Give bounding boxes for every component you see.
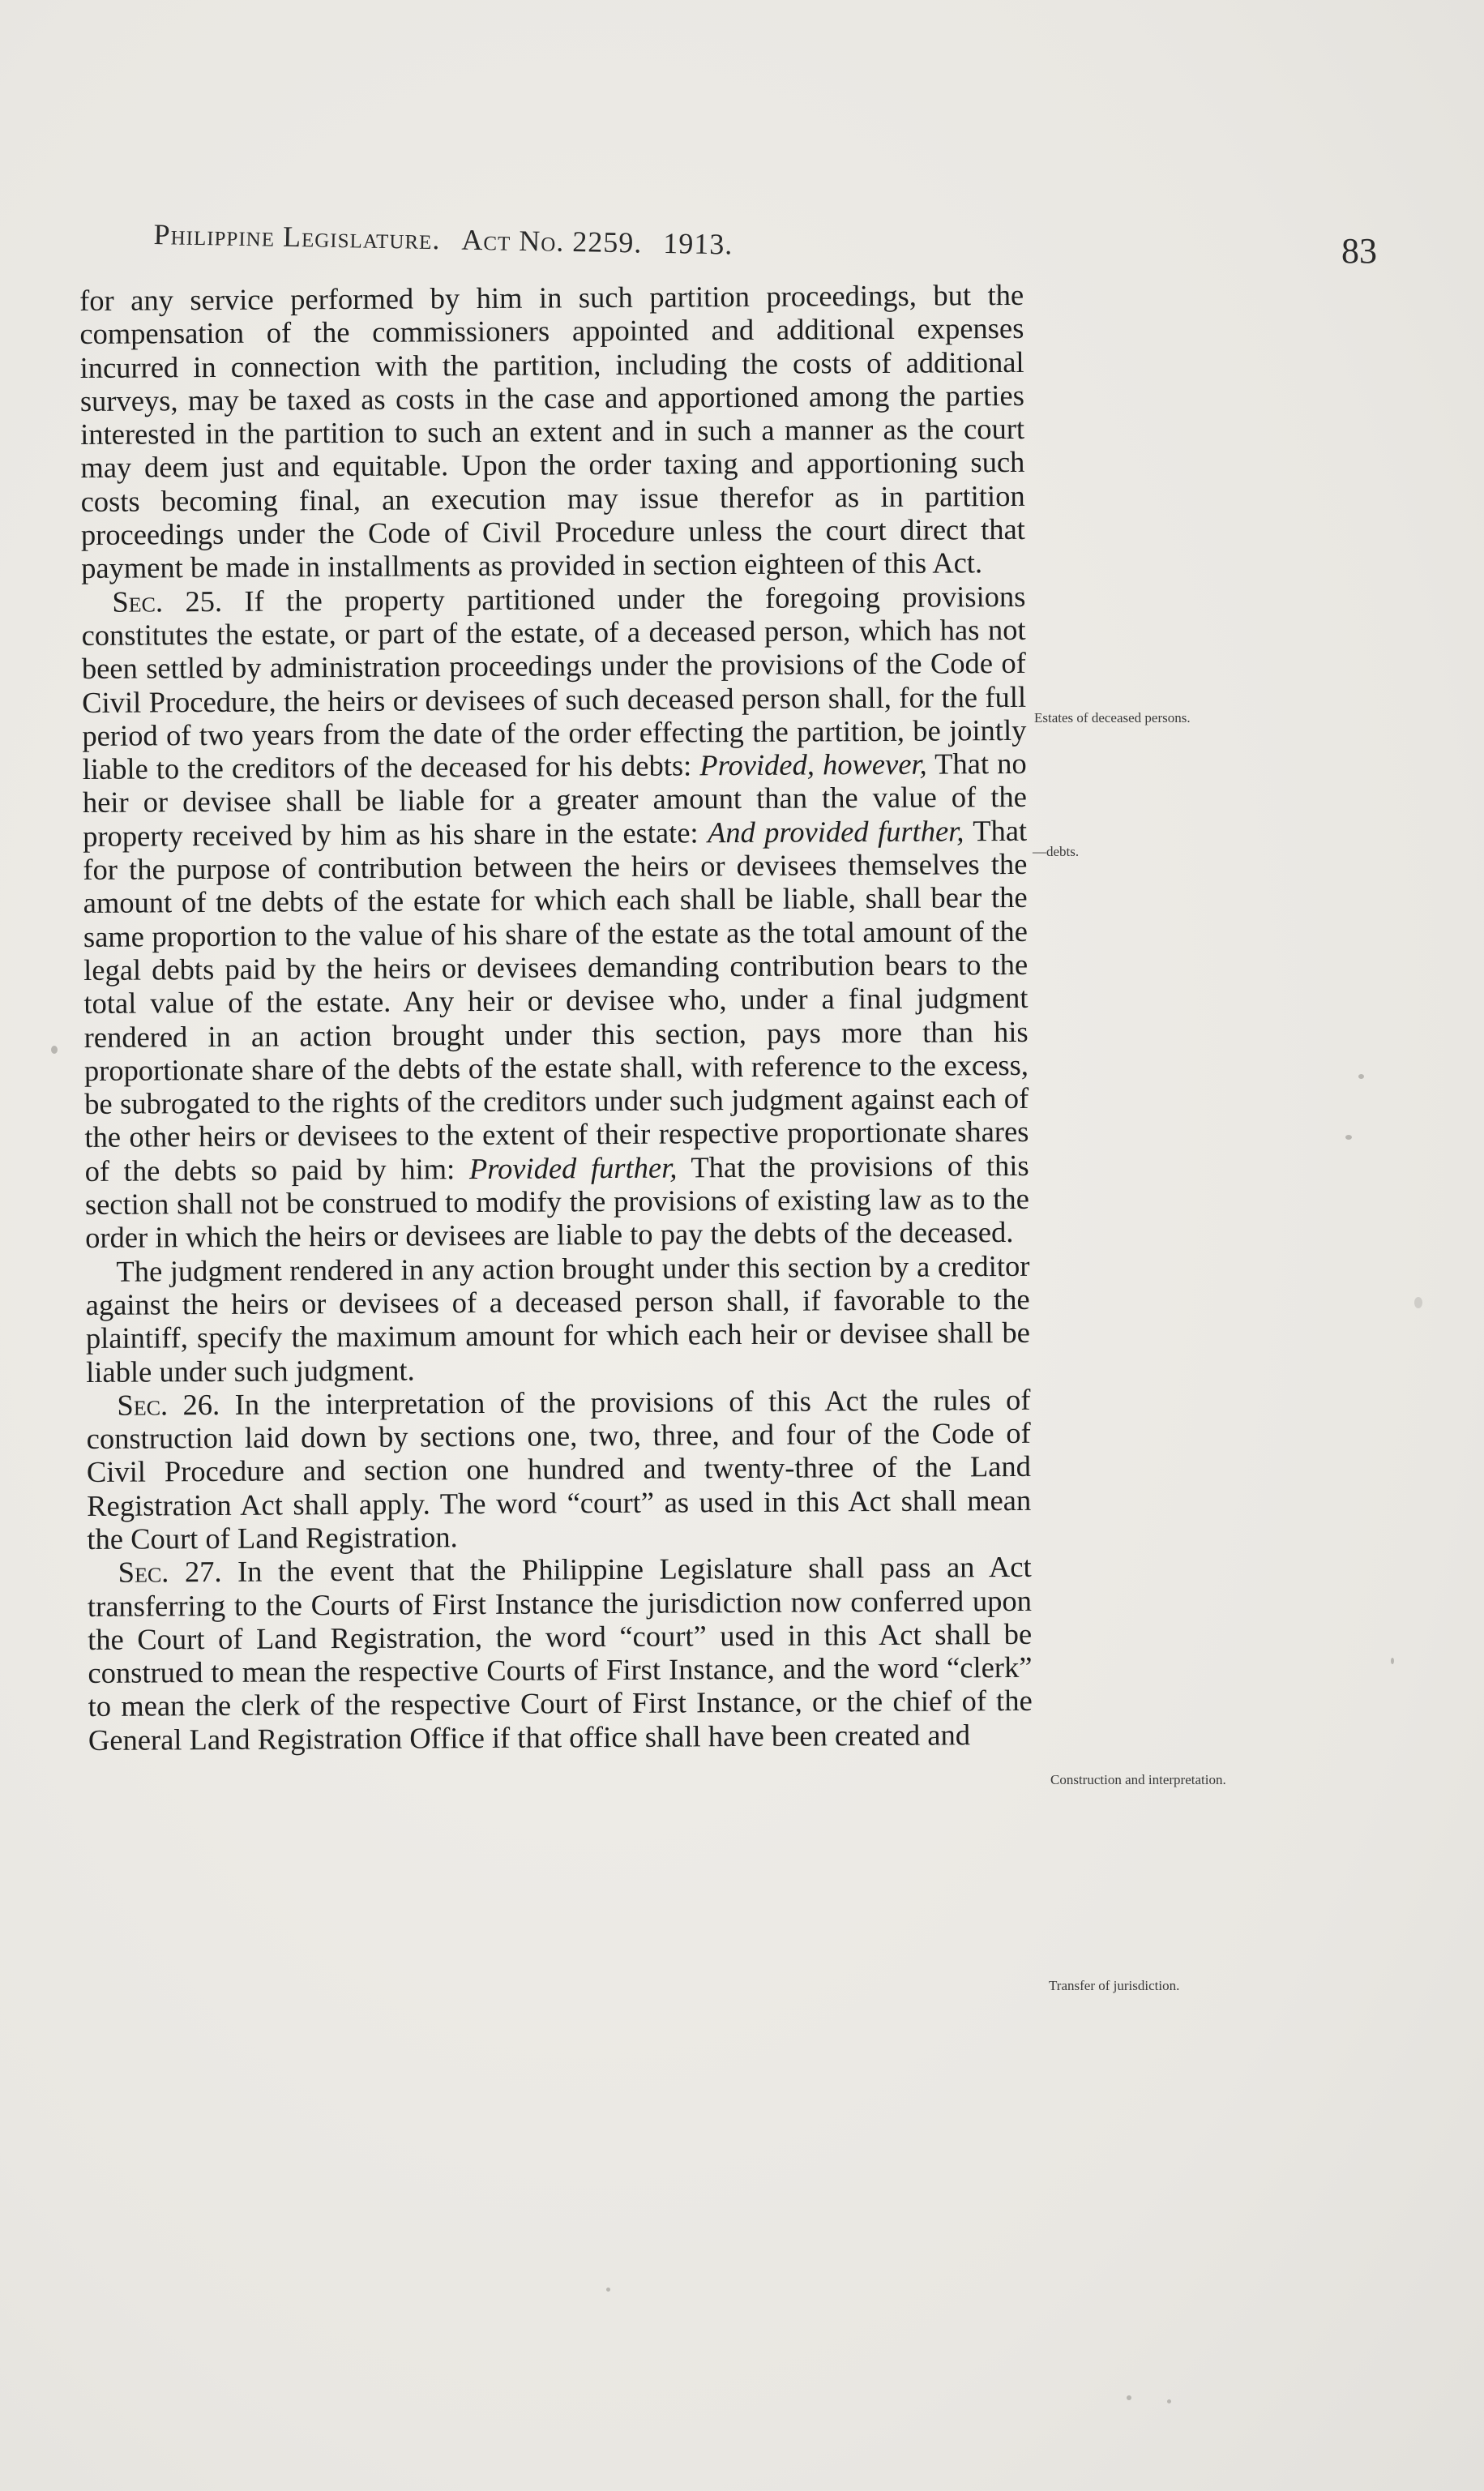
section-label: Sec.	[112, 584, 164, 618]
body-text	[79, 278, 1033, 1757]
scan-speck	[1345, 1135, 1352, 1140]
side-note-transfer: Transfer of jurisdiction.	[1049, 1978, 1180, 1993]
section-paragraph	[81, 580, 1029, 1255]
scan-speck	[51, 1046, 58, 1054]
section-paragraph	[86, 1383, 1031, 1556]
header-title: Philippine Legislature.	[153, 217, 441, 256]
paragraph-text: 26. In the interpretation of the provisions of this Act the rules of construction laid down by sections one, two, three, and four of the Code of Civil Procedure and section one hundred and twenty-three of the Land Registration Act shall apply. The word “court” as used in this Act shall mean the Court of Land Registration.	[86, 1382, 1032, 1556]
header-year: 1913.	[663, 226, 733, 261]
scan-speck	[606, 2288, 610, 2292]
header-act: Act No. 2259.	[461, 223, 643, 259]
paragraph-text: The judgment rendered in any action brought under this section by a creditor against the heirs or devisees of a deceased person shall, if favorable to the plaintiff, specify the maximum amount for which each heir or devisee shall be liable under such judgment.	[85, 1248, 1031, 1389]
paragraph-text: for any service performed by him in such partition proceedings, but the compensation of the commissioners appointed and additional expenses incurred in connection with the partition, including the costs of additional surveys, may be taxed as costs in the case and apportioned among the parties interested in the partition to such an extent and in such a manner as the court may deem just and equitable. Upon the order taxing and apportioning such costs becoming final, an execution may issue therefor as in partition proceedings under the Code of Civil Procedure unless the court direct that payment be made in installments as provided in section eighteen of this Act.	[79, 277, 1025, 585]
proviso-italic: Provided, however,	[699, 747, 927, 782]
paragraph-text: That no heir or devisee shall be liable for a greater amount than the value of the property received by him as his share in the estate:	[82, 747, 1028, 853]
section-label: Sec.	[118, 1555, 169, 1590]
side-note-construction: Construction and interpretation.	[1050, 1772, 1226, 1787]
page-number: 83	[1341, 231, 1377, 271]
paragraph-text: 25. If the property partitioned under the foregoing provisions constitutes the estate, or part of the estate, of a deceased person, which has not been settled by administration proceedings under the provisions of the Code of Civil Procedure, the heirs or devisees of such deceased person shall, for the full period of two years from the date of the order effecting the partition, be jointly liable to the creditors of the deceased for his debts:	[81, 579, 1027, 786]
side-note-debts: —debts.	[1033, 844, 1080, 859]
scan-speck	[1414, 1297, 1422, 1308]
paragraph-text: 27. In the event that the Philippine Legislature shall pass an Act transferring to the Courts of First Instance the jurisdiction now conferred upon the Court of Land Registration, the word “court” used in this Act shall be construed to mean the respective Courts of First Instance, and the word “clerk” to mean the clerk of the respective Court of First Instance, or the chief of the General Land Registration Office if that office shall have been created and	[87, 1550, 1033, 1757]
scan-speck	[1167, 2399, 1171, 2403]
running-header	[153, 217, 973, 266]
scan-speck	[1391, 1658, 1394, 1664]
paragraph-text: That for the purpose of contribution between the heirs or devisees themselves the amount of tne debts of the estate for which each shall be liable, shall bear the same proportion to the value of his share of the estate as the total amount of the legal debts paid by the heirs or devisees demanding contribution bears to the total value of the estate. Any heir or devisee who, under a final judgment rendered in an action brought under this section, pays more than his proportionate share of the debts of the estate shall, with reference to the excess, be subrogated to the rights of the creditors under such judgment against each of the other heirs or devisees to the extent of their respective proportionate shares of the debts so paid by him:	[83, 813, 1029, 1188]
proviso-italic: Provided further,	[468, 1150, 678, 1185]
section-paragraph	[88, 1550, 1033, 1757]
section-paragraph	[85, 1248, 1030, 1388]
section-label: Sec.	[117, 1388, 169, 1422]
proviso-italic: And provided further,	[707, 814, 964, 850]
scan-speck	[1358, 1074, 1364, 1079]
paragraph-text: That the provisions of this section shall not be construed to modify the provisions of existing law as to the order in which the heirs or devisees are liable to pay the debts of the deceased.	[84, 1148, 1030, 1255]
scan-speck	[1127, 2395, 1131, 2400]
continuation-paragraph	[79, 278, 1025, 585]
side-note-estates: Estates of deceased persons.	[1034, 710, 1191, 725]
